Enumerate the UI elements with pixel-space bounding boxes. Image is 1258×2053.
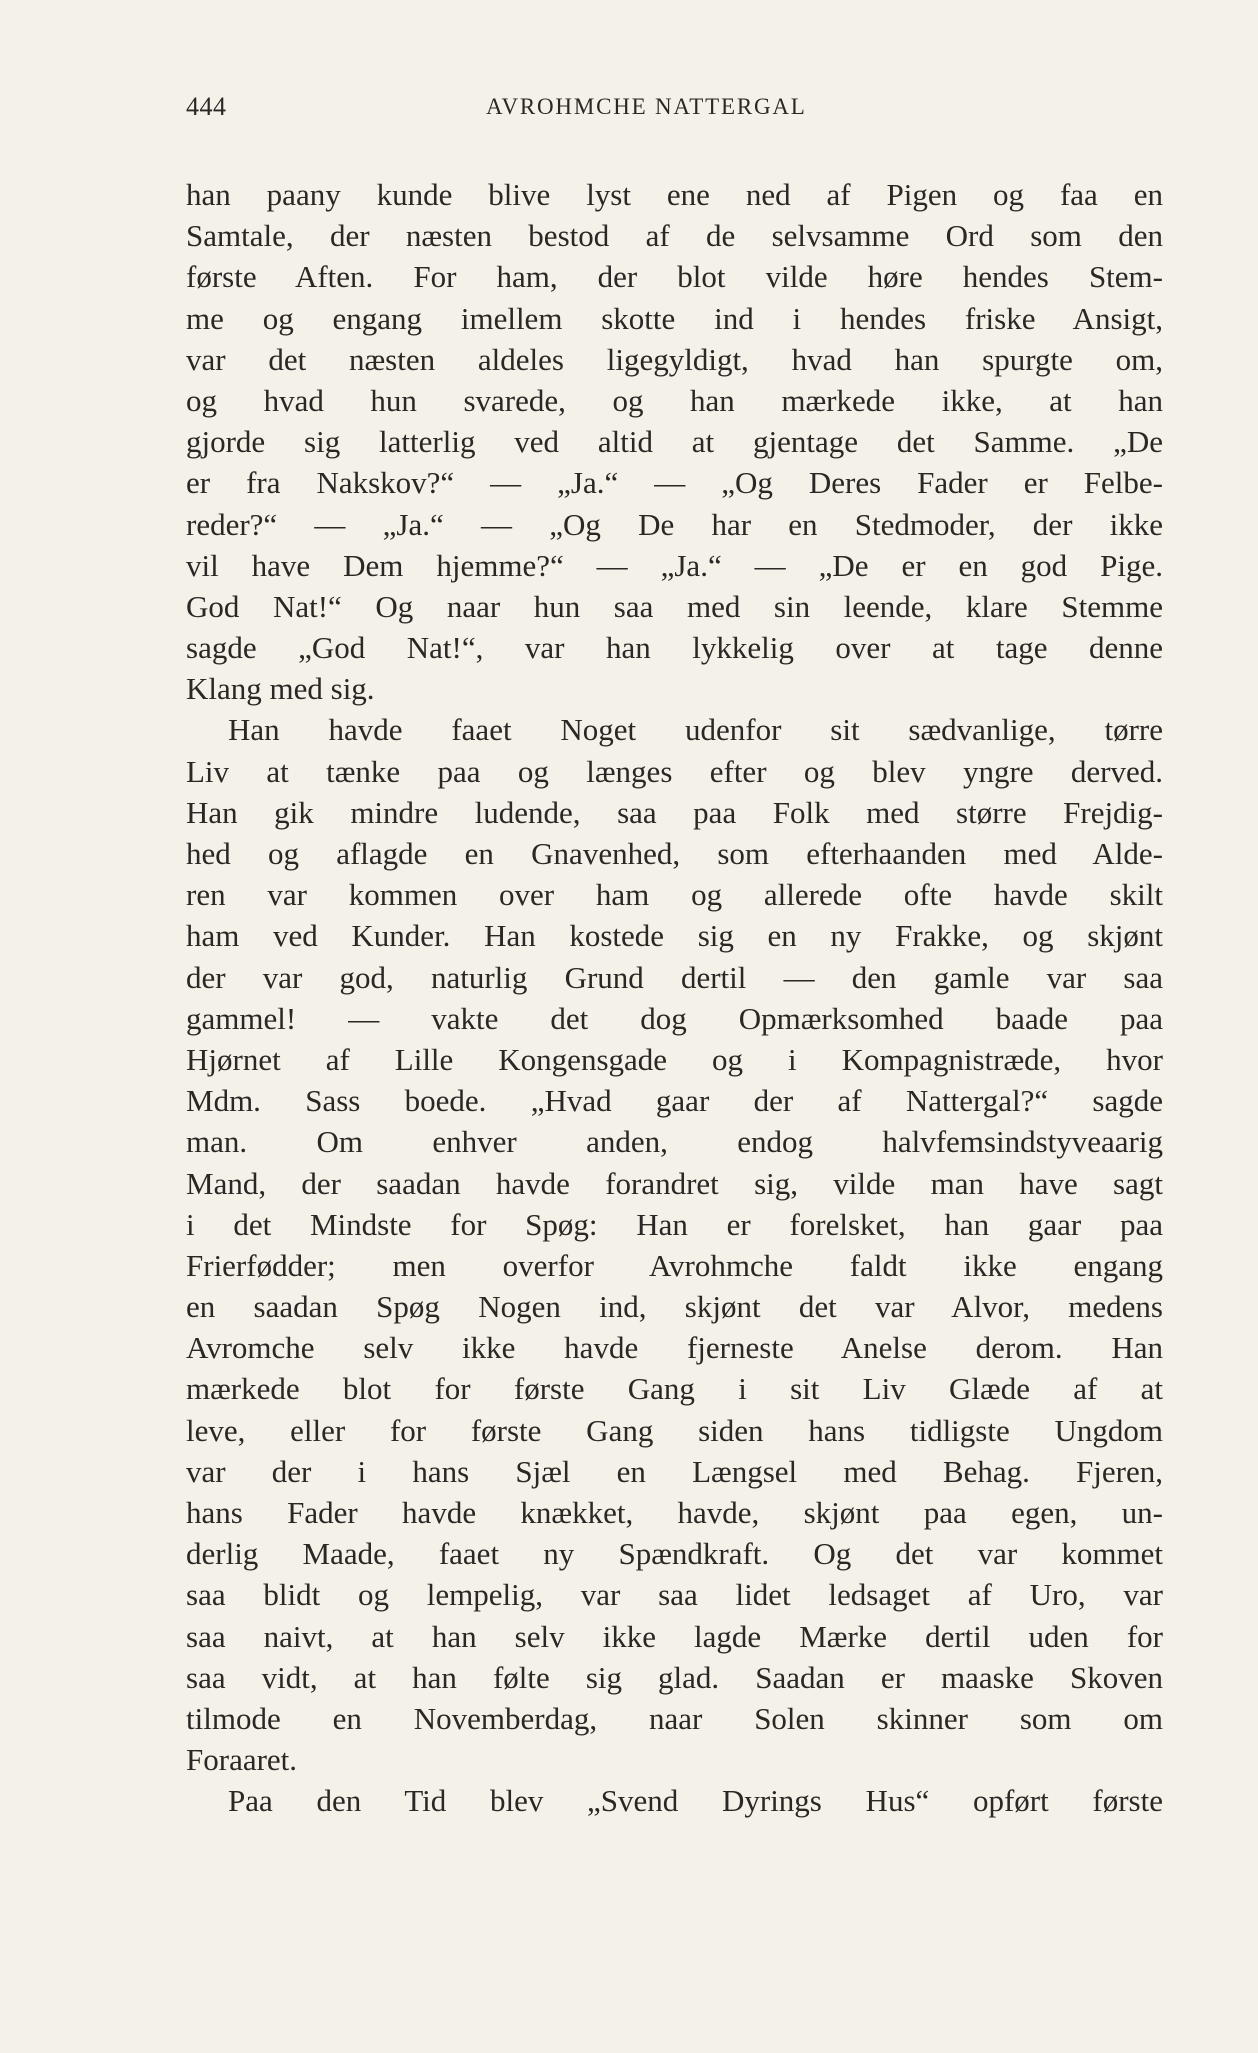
page-header bbox=[186, 92, 1163, 128]
page-number: 444 bbox=[186, 92, 227, 121]
text-line: derlig Maade, faaet ny Spændkraft. Og det var kommet bbox=[186, 1536, 1163, 1572]
text-line: leve, eller for første Gang siden hans tidligste Ungdom bbox=[186, 1412, 1163, 1448]
body-text bbox=[186, 174, 1163, 1822]
text-line: hans Fader havde knækket, havde, skjønt paa egen, un- bbox=[186, 1495, 1163, 1530]
text-line: han paany kunde blive lyst ene ned af Pigen og faa en bbox=[186, 177, 1163, 212]
text-line: Mdm. Sass boede. „Hvad gaar der af Nattergal?“ sagde bbox=[186, 1083, 1163, 1119]
text-line: tilmode en Novemberdag, naar Solen skinner som om bbox=[186, 1700, 1163, 1736]
text-line: var det næsten aldeles ligegyldigt, hvad han spurgte om, bbox=[186, 341, 1163, 377]
text-line: mærkede blot for første Gang i sit Liv Glæde af at bbox=[186, 1371, 1163, 1407]
text-line: Han gik mindre ludende, saa paa Folk med større Frejdig- bbox=[186, 794, 1163, 830]
text-line: Samtale, der næsten bestod af de selvsamme Ord som den bbox=[186, 218, 1163, 254]
text-line: Frierfødder; men overfor Avrohmche faldt ikke engang bbox=[186, 1247, 1163, 1283]
text-line: Hjørnet af Lille Kongensgade og i Kompagnistræde, hvor bbox=[186, 1041, 1163, 1077]
text-line: God Nat!“ Og naar hun saa med sin leende, klare Stemme bbox=[186, 588, 1163, 624]
paragraph-start-line: Paa den Tid blev „Svend Dyrings Hus“ opført første bbox=[228, 1783, 1163, 1819]
text-line: ren var kommen over ham og allerede ofte havde skilt bbox=[186, 877, 1163, 913]
text-line: gjorde sig latterlig ved altid at gjentage det Samme. „De bbox=[186, 424, 1163, 460]
text-line: første Aften. For ham, der blot vilde høre hendes Stem- bbox=[186, 259, 1163, 295]
paragraph-end-line: Foraaret. bbox=[186, 1742, 298, 1778]
text-line: saa naivt, at han selv ikke lagde Mærke dertil uden for bbox=[186, 1618, 1163, 1654]
text-line: en saadan Spøg Nogen ind, skjønt det var Alvor, medens bbox=[186, 1289, 1163, 1325]
text-line: man. Om enhver anden, endog halvfemsindstyveaarig bbox=[186, 1124, 1163, 1160]
text-line: og hvad hun svarede, og han mærkede ikke, at han bbox=[186, 382, 1163, 418]
text-line: saa blidt og lempelig, var saa lidet ledsaget af Uro, var bbox=[186, 1577, 1163, 1613]
text-line: der var god, naturlig Grund dertil — den gamle var saa bbox=[186, 959, 1163, 995]
text-line: me og engang imellem skotte ind i hendes friske Ansigt, bbox=[186, 300, 1163, 336]
text-line: vil have Dem hjemme?“ — „Ja.“ — „De er en god Pige. bbox=[186, 547, 1163, 583]
paragraph-start-line: Han havde faaet Noget udenfor sit sædvanlige, tørre bbox=[228, 712, 1163, 748]
text-line: i det Mindste for Spøg: Han er forelsket, han gaar paa bbox=[186, 1206, 1163, 1242]
text-line: saa vidt, at han følte sig glad. Saadan er maaske Skoven bbox=[186, 1659, 1163, 1695]
running-title: AVROHMCHE NATTERGAL bbox=[486, 94, 807, 119]
text-line: Avromche selv ikke havde fjerneste Anelse derom. Han bbox=[186, 1330, 1163, 1366]
text-line: sagde „God Nat!“, var han lykkelig over at tage denne bbox=[186, 630, 1163, 666]
text-line: hed og aflagde en Gnavenhed, som efterhaanden med Alde- bbox=[186, 836, 1163, 871]
text-line: Liv at tænke paa og længes efter og blev yngre derved. bbox=[186, 753, 1163, 789]
text-line: var der i hans Sjæl en Længsel med Behag. Fjeren, bbox=[186, 1453, 1163, 1489]
text-line: reder?“ — „Ja.“ — „Og De har en Stedmoder, der ikke bbox=[186, 506, 1163, 542]
text-line: er fra Nakskov?“ — „Ja.“ — „Og Deres Fader er Felbe- bbox=[186, 465, 1163, 501]
text-line: ham ved Kunder. Han kostede sig en ny Frakke, og skjønt bbox=[186, 918, 1163, 954]
paragraph-end-line: Klang med sig. bbox=[186, 671, 375, 707]
text-line: Mand, der saadan havde forandret sig, vilde man have sagt bbox=[186, 1165, 1163, 1201]
text-line: gammel! — vakte det dog Opmærksomhed baade paa bbox=[186, 1000, 1163, 1036]
